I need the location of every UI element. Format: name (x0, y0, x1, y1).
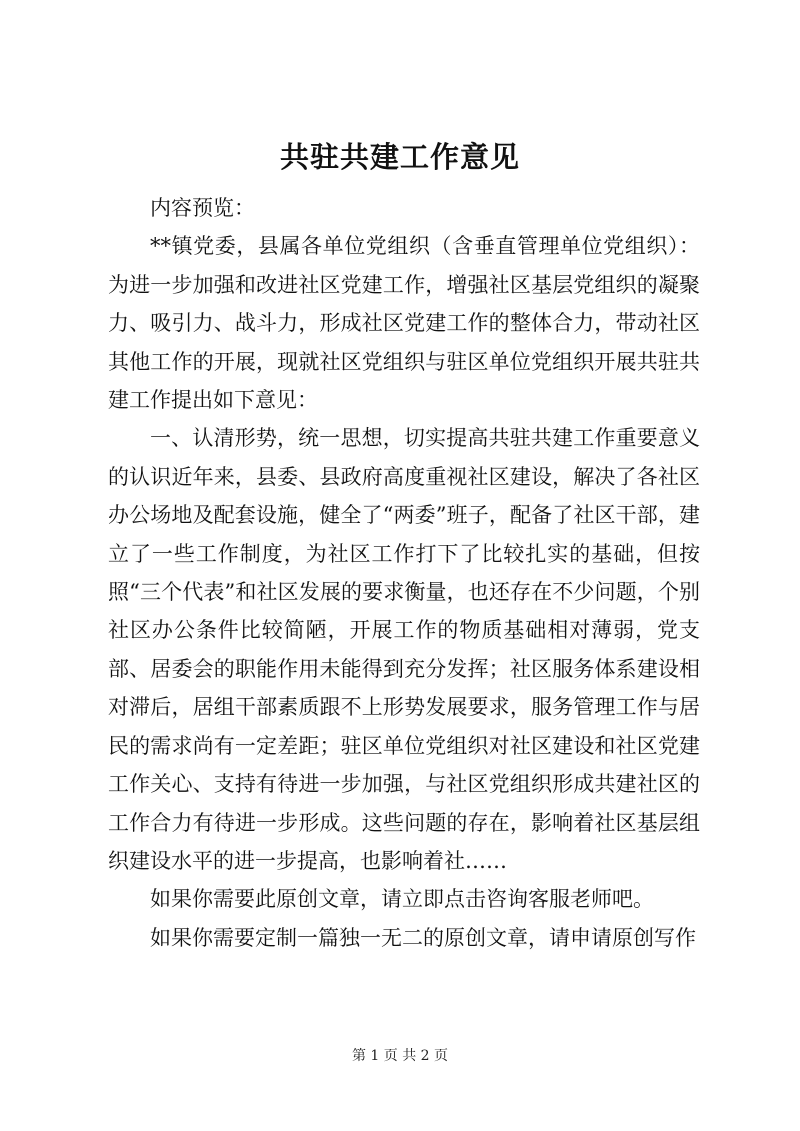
intro-paragraph: **镇党委，县属各单位党组织（含垂直管理单位党组织）：为进一步加强和改进社区党建工作，增强社区基层党组织的凝聚力、吸引力、战斗力，形成社区党建工作的整体合力，带动社区其他工作的开展，现就社区党组织与驻区单位党组织开展共驻共建工作提出如下意见： (108, 234, 700, 413)
page-footer: 第 1 页 共 2 页 (351, 1048, 449, 1064)
page-title: 共驻共建工作意见 (279, 140, 520, 174)
section-one-paragraph: 一、认清形势，统一思想，切实提高共驻共建工作重要意义的认识近年来，县委、县政府高度重视社区建设，解决了各社区办公场地及配套设施，健全了“两委”班子，配备了社区干部，建立了一些工作制度，为社区工作打下了比较扎实的基础，但按照“三个代表”和社区发展的要求衡量，也还存在不少问题，个别社区办公条件比较简陋，开展工作的物质基础相对薄弱，党支部、居委会的职能作用未能得到充分发挥；社区服务体系建设相对滞后，居组干部素质跟不上形势发展要求，服务管理工作与居民的需求尚有一定差距；驻区单位党组织对社区建设和社区党建工作关心、支持有待进一步加强，与社区党组织形成共建社区的工作合力有待进一步形成。这些问题的存在，影响着社区基层组织建设水平的进一步提高，也影响着社…… (108, 426, 700, 873)
consult-notice[interactable]: 如果你需要此原创文章，请立即点击咨询客服老师吧。 (150, 887, 654, 912)
custom-writing-notice[interactable]: 如果你需要定制一篇独一无二的原创文章，请申请原创写作 (150, 925, 696, 950)
preview-label: 内容预览： (150, 196, 255, 220)
document-body (108, 189, 700, 957)
